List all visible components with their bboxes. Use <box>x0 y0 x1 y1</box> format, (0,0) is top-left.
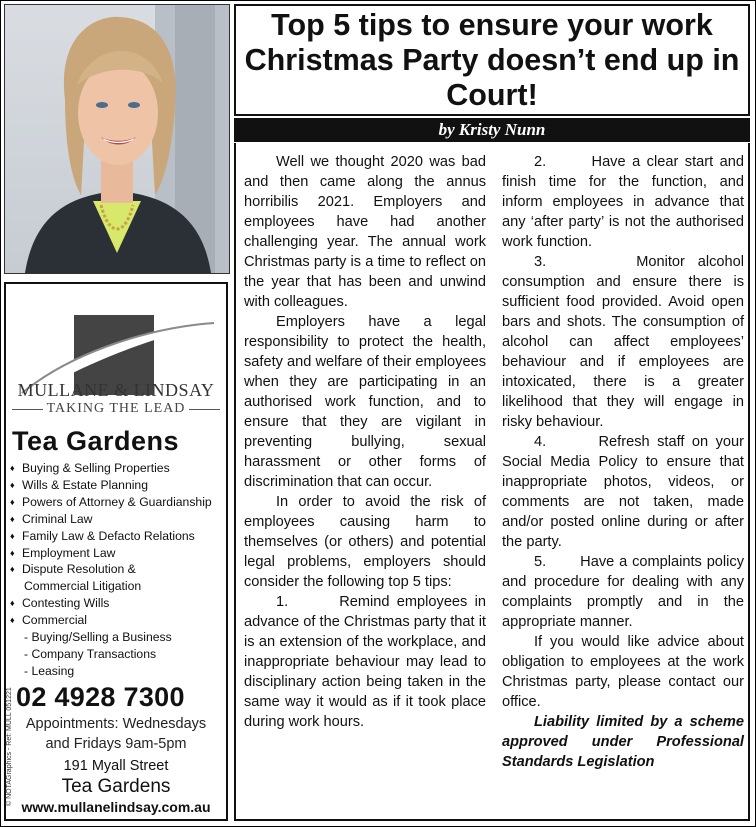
article-paragraph: 5. Have a complaints policy and procedure for dealing with any complaints promptly and in the appropriate manner. <box>502 554 744 630</box>
firm-name: MULLANE & LINDSAY <box>17 380 215 400</box>
tagline-rule-left <box>12 409 43 410</box>
service-item: ♦ Commercial <box>10 612 224 629</box>
article-paragraph: Well we thought 2020 was bad and then came along the annus horribilis 2021. Employers and employees have had another challenging year. The annual work Christmas party is a time to reflect on the year that has been and unwind with colleagues. <box>244 154 486 310</box>
services-list <box>10 460 224 680</box>
office-town-heading: Tea Gardens <box>12 426 180 456</box>
article-paragraph: 1. Remind employees in advance of the Christmas party that it is an extension of the workplace, and inappropriate behaviour may lead to disciplinary action being taken in the same way it would as if it took place during work hours. <box>244 594 486 730</box>
service-item: ♦ Dispute Resolution & <box>10 561 224 578</box>
article-paragraph: 2. Have a clear start and finish time for the function, and inform employees in advance that any ‘after party’ is not the authorised work function. <box>502 154 744 250</box>
liability-notice: Liability limited by a scheme approved under Professional Standards Legislation <box>502 714 744 770</box>
article-headline: Top 5 tips to ensure your work Christmas Party doesn’t end up in Court! <box>234 4 750 116</box>
tagline-text: TAKING THE LEAD <box>46 401 186 416</box>
credit-text: © NOTAGraphics - Ref: MULL 051221 <box>6 687 13 806</box>
appointment-hours <box>6 714 226 754</box>
article-paragraph: In order to avoid the risk of employees causing harm to themselves (or others) and potential legal problems, employers should consider the following top 5 tips: <box>244 494 486 590</box>
service-item: ♦ Employment Law <box>10 545 224 562</box>
service-item: ♦ Powers of Attorney & Guardianship <box>10 494 224 511</box>
article-paragraph: If you would like advice about obligation to employees at the work Christmas party, please contact our office. <box>502 634 744 710</box>
website-link[interactable]: www.mullanelindsay.com.au <box>21 799 211 815</box>
service-item: - Leasing <box>24 663 75 678</box>
article-column-1 <box>244 152 486 732</box>
service-item: ♦ Family Law & Defacto Relations <box>10 528 224 545</box>
appointments-line-1: Appointments: Wednesdays <box>25 716 207 732</box>
service-item: ♦ Contesting Wills <box>10 595 224 612</box>
address-town: Tea Gardens <box>61 776 171 797</box>
article-column-2 <box>502 152 744 772</box>
law-firm-advertisement <box>4 282 228 821</box>
article-byline: by Kristy Nunn <box>234 118 750 142</box>
article-paragraph: Employers have a legal responsibility to protect the health, safety and welfare of their employees when they are participating in an authorised work function, and to ensure that they are vigilant in preventing bullying, sexual harassment or other forms of discrimination that can occur. <box>244 314 486 490</box>
service-item: - Buying/Selling a Business <box>24 630 172 645</box>
article-paragraph: 4. Refresh staff on your Social Media Policy to ensure that inappropriate photos, videos, or comments are not taken, made and/or posted online during or after the party. <box>502 434 744 550</box>
service-item: Commercial Litigation <box>24 579 142 594</box>
article-paragraph: 3. Monitor alcohol consumption and ensure there is sufficient food provided. Avoid open bars and shots. The consumption of alcohol can affect employees’ behaviour and if employees are intoxicated, there is a greater likelihood that they will engage in risky behaviour. <box>502 254 744 430</box>
service-item: ♦ Buying & Selling Properties <box>10 460 224 477</box>
author-photo <box>4 4 230 274</box>
service-item: ♦ Criminal Law <box>10 511 224 528</box>
service-item: - Company Transactions <box>24 646 157 661</box>
appointments-line-2: and Fridays 9am-5pm <box>45 736 187 752</box>
street-address: 191 Myall Street <box>63 758 169 774</box>
service-item: ♦ Wills & Estate Planning <box>10 477 224 494</box>
phone-number[interactable]: 02 4928 7300 <box>16 682 185 712</box>
tagline-rule-right <box>189 409 220 410</box>
tagline <box>12 401 220 417</box>
